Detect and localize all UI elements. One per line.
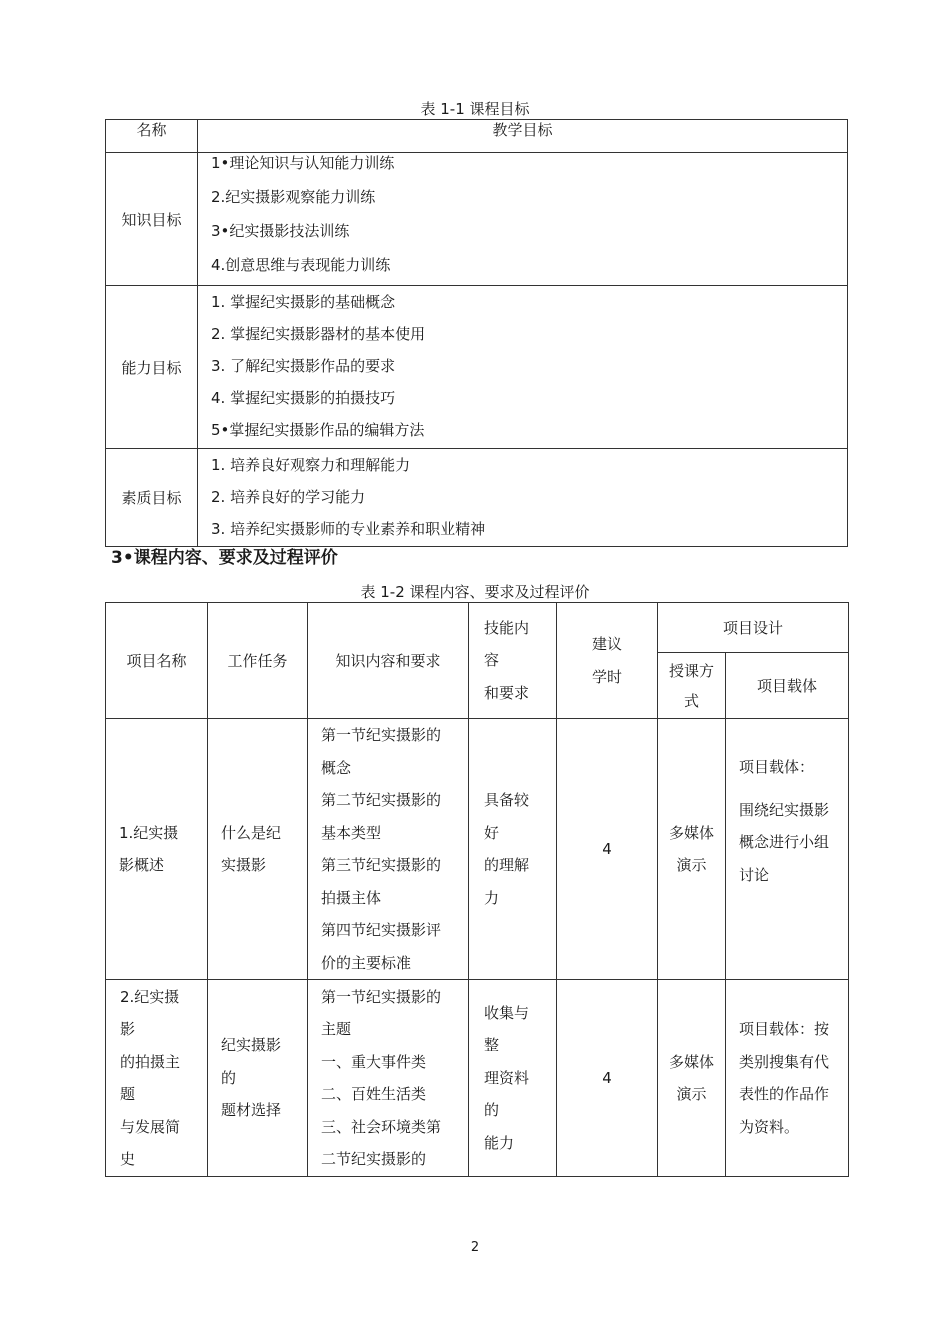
header-hours (557, 603, 658, 719)
knowledge-line: 概念 (321, 758, 352, 777)
knowledge-line: 基本类型 (321, 823, 382, 842)
carrier-line: 概念进行小组 (739, 833, 830, 851)
method-cell (658, 980, 726, 1177)
section-title: 3•课程内容、要求及过程评价 (111, 548, 338, 568)
header-method-line: 式 (683, 691, 699, 710)
knowledge-line: 第三节纪实摄影的 (321, 856, 442, 874)
goal-list (198, 286, 848, 449)
knowledge-line: 第一节纪实摄影的 (321, 987, 442, 1006)
carrier-cell (726, 980, 849, 1177)
header-hours-line: 学时 (591, 667, 622, 686)
goal-item: 2. 培养良好的学习能力 (211, 488, 366, 506)
project-cell (106, 719, 208, 980)
goal-item: 3. 了解纪实摄影作品的要求 (211, 357, 396, 375)
method-line: 多媒体 (668, 1053, 714, 1071)
table1-caption: 表 1-1 课程目标 (420, 100, 530, 118)
carrier-line: 项目载体：按 (739, 1020, 830, 1038)
course-content-table (105, 602, 849, 1177)
page-number: 2 (470, 1240, 480, 1255)
method-cell (658, 719, 726, 980)
project-line: 与发展简史 (120, 1117, 181, 1168)
carrier-line (739, 784, 835, 794)
row-name: 素质目标 (106, 449, 198, 547)
goal-item: 3•纪实摄影技法训练 (211, 222, 350, 240)
header-carrier: 项目载体 (726, 653, 849, 719)
goal-item: 2. 掌握纪实摄影器材的基本使用 (211, 325, 426, 343)
header-skill (469, 603, 557, 719)
knowledge-line: 主题 (321, 1020, 352, 1038)
skill-line: 具备较好 (484, 791, 530, 842)
carrier-line: 讨论 (739, 865, 770, 884)
carrier-line: 项目载体： (739, 758, 815, 776)
header-method-line: 授课方 (668, 661, 714, 680)
header-design: 项目设计 (658, 603, 849, 653)
skill-line: 能力 (484, 1133, 515, 1152)
header-task: 工作任务 (208, 603, 308, 719)
carrier-line: 表性的作品作 (739, 1085, 830, 1103)
project-line: 的拍摄主题 (120, 1052, 181, 1103)
goal-item: 4.创意思维与表现能力训练 (211, 256, 391, 274)
goal-list (198, 153, 848, 286)
goal-item: 2.纪实摄影观察能力训练 (211, 188, 376, 206)
knowledge-line: 第四节纪实摄影评 (321, 921, 442, 939)
task-line: 题材选择 (221, 1101, 282, 1120)
project-line: 影概述 (119, 856, 165, 874)
knowledge-line: 三、社会环境类第 (321, 1117, 442, 1136)
knowledge-cell (308, 980, 469, 1177)
task-cell (208, 980, 308, 1177)
carrier-line: 为资料。 (739, 1117, 800, 1136)
knowledge-line: 第二节纪实摄影的 (321, 791, 442, 809)
header-project-name: 项目名称 (106, 603, 208, 719)
knowledge-cell (308, 719, 469, 980)
hours-cell: 4 (557, 980, 658, 1177)
skill-cell (469, 719, 557, 980)
method-line: 多媒体 (668, 824, 714, 842)
carrier-line: 类别搜集有代 (739, 1052, 830, 1071)
project-line: 1.纪实摄 (119, 823, 179, 842)
header-name: 名称 (106, 120, 198, 153)
task-cell (208, 719, 308, 980)
skill-line: 理资料的 (484, 1068, 530, 1120)
goal-item: 4. 掌握纪实摄影的拍摄技巧 (211, 389, 396, 407)
carrier-line: 围绕纪实摄影 (739, 800, 830, 819)
goal-item: 3. 培养纪实摄影师的专业素养和职业精神 (211, 520, 486, 538)
knowledge-line: 二、百姓生活类 (321, 1085, 427, 1103)
goal-item: 1. 培养良好观察力和理解能力 (211, 456, 411, 474)
course-goals-table (105, 119, 848, 547)
knowledge-line: 一、重大事件类 (321, 1052, 427, 1071)
knowledge-line: 拍摄主体 (321, 888, 382, 907)
task-line: 纪实摄影的 (221, 1036, 282, 1087)
task-line: 实摄影 (221, 856, 267, 874)
row-name: 能力目标 (106, 286, 198, 449)
knowledge-line: 二节纪实摄影的 (321, 1150, 427, 1168)
carrier-cell (726, 719, 849, 980)
header-hours-line: 建议 (591, 634, 622, 653)
method-line: 演示 (676, 856, 707, 874)
goal-list (198, 449, 848, 547)
goal-item: 1•理论知识与认知能力训练 (211, 154, 395, 172)
goal-item: 1. 掌握纪实摄影的基础概念 (211, 293, 396, 311)
goal-item: 5•掌握纪实摄影作品的编辑方法 (211, 421, 425, 439)
header-method (658, 653, 726, 719)
skill-cell (469, 980, 557, 1177)
task-line: 什么是纪 (221, 823, 282, 842)
method-line: 演示 (676, 1085, 707, 1103)
header-goal: 教学目标 (198, 120, 848, 153)
row-name: 知识目标 (106, 153, 198, 286)
knowledge-line: 第一节纪实摄影的 (321, 726, 442, 744)
project-line: 2.纪实摄影 (120, 987, 180, 1038)
knowledge-line: 价的主要标准 (321, 953, 412, 972)
header-skill-line: 和要求 (484, 683, 530, 702)
table2-caption: 表 1-2 课程内容、要求及过程评价 (360, 583, 590, 601)
hours-cell: 4 (557, 719, 658, 980)
skill-line: 收集与整 (484, 1003, 530, 1055)
project-cell (106, 980, 208, 1177)
header-skill-line: 技能内容 (484, 618, 530, 670)
skill-line: 的理解力 (484, 856, 530, 907)
header-knowledge: 知识内容和要求 (308, 603, 469, 719)
